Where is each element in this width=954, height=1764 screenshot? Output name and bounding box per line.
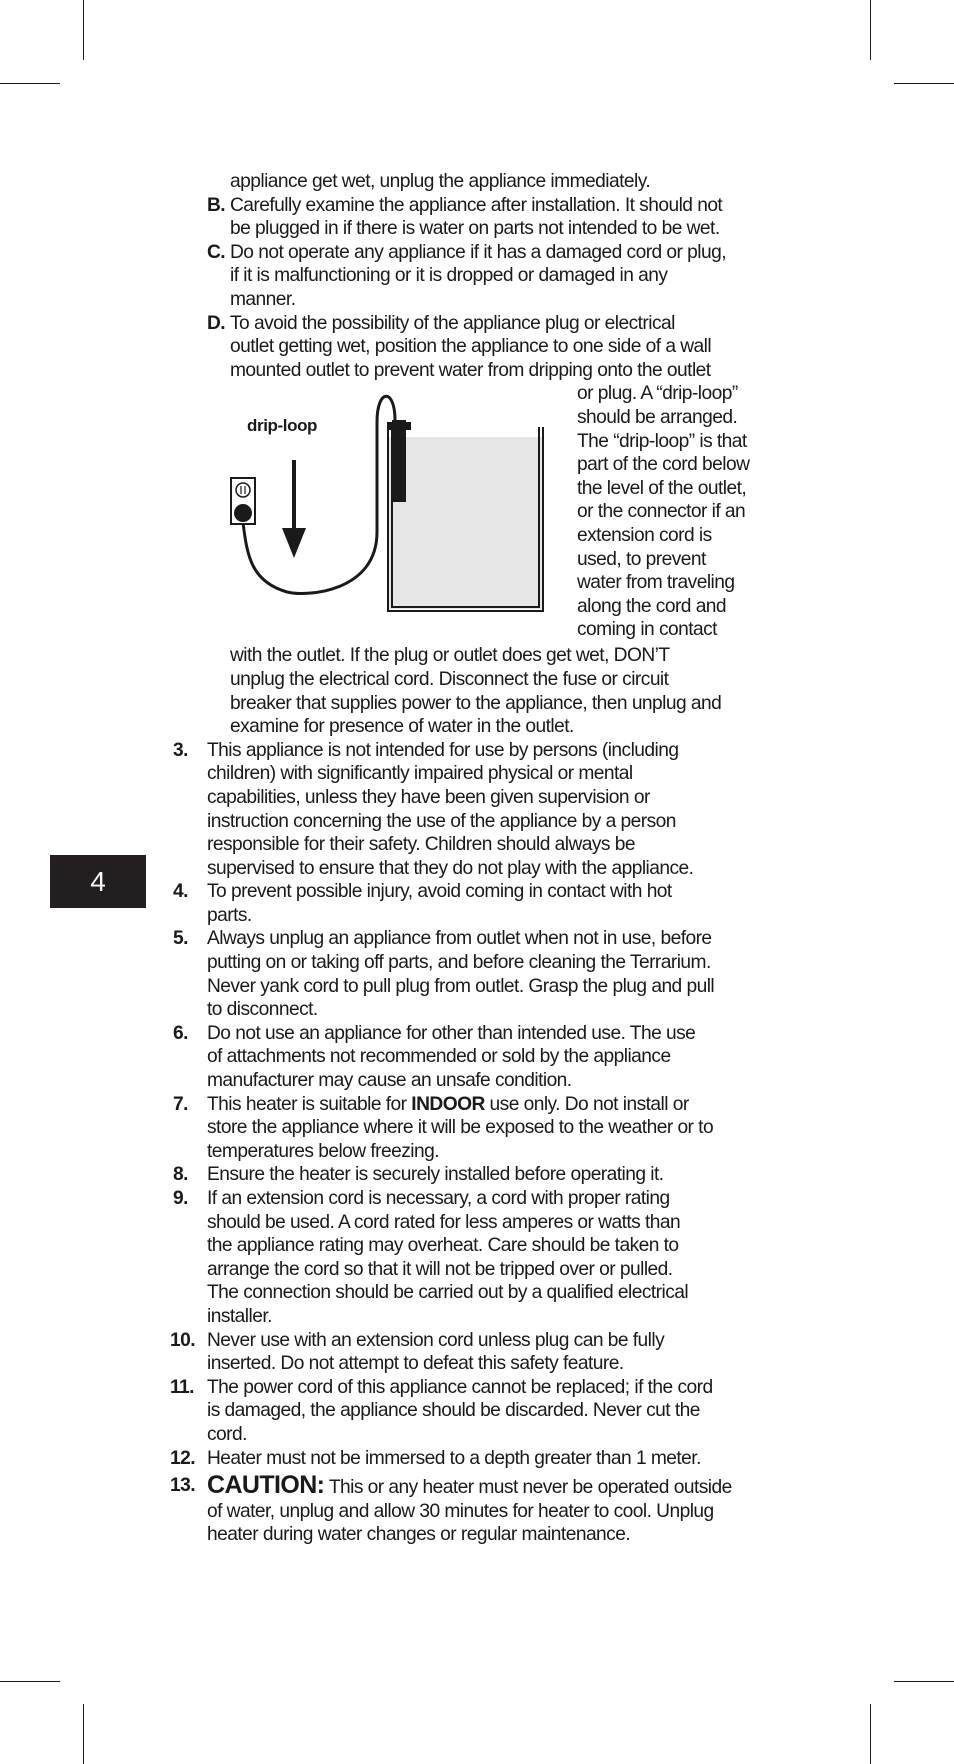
item-number: 9. xyxy=(173,1188,188,1209)
text-line: instruction concerning the use of the appliance by a person xyxy=(207,810,676,832)
text-line: or the connector if an xyxy=(577,501,746,523)
text-line: or plug. A “drip-loop” xyxy=(577,383,738,405)
arrow-head xyxy=(282,528,306,558)
crop-mark xyxy=(0,1681,60,1682)
text-line: The connection should be carried out by a qualified electrical xyxy=(207,1282,689,1304)
text-line: If an extension cord is necessary, a cord with proper rating xyxy=(207,1188,670,1209)
text-line: store the appliance where it will be exposed to the weather or to xyxy=(207,1117,714,1139)
text-line: with the outlet. If the plug or outlet does get wet, DON’T xyxy=(230,645,670,667)
list-item xyxy=(170,1022,790,1093)
text-line: breaker that supplies power to the appliance, then unplug and xyxy=(230,692,722,714)
text-line: manufacturer may cause an unsafe condition. xyxy=(207,1070,572,1092)
list-item xyxy=(170,1447,790,1471)
crop-mark xyxy=(894,1681,954,1682)
figure-side-text xyxy=(577,382,787,642)
text-line: capabilities, unless they have been given supervision or xyxy=(207,786,650,808)
item-number: 13. xyxy=(170,1475,196,1497)
text-line: of attachments not recommended or sold by the appliance xyxy=(207,1046,671,1068)
text-line: To avoid the possibility of the appliance plug or electrical xyxy=(230,312,675,334)
item-number: 3. xyxy=(173,739,188,761)
text-line: This heater is suitable for INDOOR use only. Do not install or xyxy=(207,1093,689,1115)
item-number: 4. xyxy=(173,881,188,903)
text-line: temperatures below freezing. xyxy=(207,1140,440,1162)
list-item xyxy=(170,739,790,881)
text-line: CAUTION: This or any heater must never be operated outside xyxy=(207,1471,732,1500)
text-line: to disconnect. xyxy=(207,999,318,1021)
crop-mark xyxy=(894,83,954,84)
item-number: 8. xyxy=(173,1164,188,1186)
page-number: 4 xyxy=(90,865,106,897)
sub-item-label: B. xyxy=(207,194,226,216)
text-line: The power cord of this appliance cannot be replaced; if the cord xyxy=(207,1376,713,1398)
text-line: part of the cord below xyxy=(577,454,750,476)
crop-mark xyxy=(83,1704,84,1764)
heater xyxy=(392,420,406,502)
list-item xyxy=(170,1093,790,1164)
text-line: of water, unplug and allow 30 minutes for heater to cool. Unplug xyxy=(207,1500,714,1522)
text-line: installer. xyxy=(207,1305,272,1327)
text-line: along the cord and xyxy=(577,595,727,617)
item-number: 7. xyxy=(173,1093,188,1115)
list-item xyxy=(170,1376,790,1447)
page-number-tab xyxy=(50,855,146,908)
text-line: be plugged in if there is water on parts not intended to be wet. xyxy=(230,218,720,240)
text-line: should be used. A cord rated for less amperes or watts than xyxy=(207,1211,681,1233)
text-line: children) with significantly impaired physical or mental xyxy=(207,763,633,785)
text-line: should be arranged. xyxy=(577,406,738,428)
text-line: coming in contact xyxy=(577,619,717,641)
text-line: manner. xyxy=(230,288,296,310)
text-line: Never yank cord to pull plug from outlet. Grasp the plug and pull xyxy=(207,975,715,997)
text-line: Do not use an appliance for other than intended use. The use xyxy=(207,1022,696,1044)
crop-mark xyxy=(870,1704,871,1764)
emphasis: INDOOR xyxy=(411,1093,485,1115)
continuation-line: appliance get wet, unplug the appliance immediately. xyxy=(230,171,651,192)
sub-list xyxy=(170,194,790,383)
item-number: 10. xyxy=(170,1329,196,1351)
text-line: cord. xyxy=(207,1423,247,1445)
list-item xyxy=(170,1471,790,1547)
text-line: heater during water changes or regular maintenance. xyxy=(207,1524,631,1546)
item-number: 6. xyxy=(173,1022,188,1044)
crop-mark xyxy=(870,0,871,60)
numbered-list xyxy=(170,739,790,1547)
tank-water xyxy=(388,437,542,609)
item-number: 12. xyxy=(170,1447,196,1469)
crop-mark xyxy=(0,83,60,84)
drip-loop-label: drip-loop xyxy=(247,416,318,436)
after-figure-text xyxy=(170,644,790,738)
text-line: if it is malfunctioning or it is dropped or damaged in any xyxy=(230,265,668,287)
item-number: 5. xyxy=(173,928,188,950)
text-line: supervised to ensure that they do not play with the appliance. xyxy=(207,857,694,879)
crop-mark xyxy=(83,0,84,60)
text-line: extension cord is xyxy=(577,524,712,546)
text-line: Never use with an extension cord unless plug can be fully xyxy=(207,1329,665,1351)
text-line: Carefully examine the appliance after installation. It should not xyxy=(230,194,723,216)
text-line: arrange the cord so that it will not be tripped over or pulled. xyxy=(207,1258,673,1280)
item-number: 11. xyxy=(170,1376,194,1398)
sub-item xyxy=(170,241,790,312)
text-line: is damaged, the appliance should be discarded. Never cut the xyxy=(207,1400,700,1422)
text-line: Ensure the heater is securely installed before operating it. xyxy=(207,1164,664,1186)
safety-instructions xyxy=(170,170,790,1547)
text-line: Do not operate any appliance if it has a damaged cord or plug, xyxy=(230,241,727,263)
sub-item xyxy=(170,194,790,241)
text-line: Heater must not be immersed to a depth greater than 1 meter. xyxy=(207,1447,701,1469)
list-item xyxy=(170,880,790,927)
text-line: Always unplug an appliance from outlet when not in use, before xyxy=(207,928,712,950)
text-line: mounted outlet to prevent water from dripping onto the outlet xyxy=(230,359,711,381)
text-line: water from traveling xyxy=(577,572,735,594)
plug xyxy=(234,504,252,522)
list-item xyxy=(170,927,790,1021)
text-line: parts. xyxy=(207,904,252,926)
text-line: outlet getting wet, position the appliance to one side of a wall xyxy=(230,336,712,358)
text-line: examine for presence of water in the outlet. xyxy=(230,716,574,738)
sub-item-label: C. xyxy=(207,241,226,263)
caution-label: CAUTION: xyxy=(207,1471,325,1500)
drip-loop-figure xyxy=(207,382,790,644)
text-line: The “drip-loop” is that xyxy=(577,430,747,452)
list-item xyxy=(170,1163,790,1187)
text-line: To prevent possible injury, avoid coming in contact with hot xyxy=(207,881,672,903)
text-line: the appliance rating may overheat. Care should be taken to xyxy=(207,1235,679,1257)
text-line: used, to prevent xyxy=(577,548,706,570)
sub-item xyxy=(170,312,790,383)
text-line: This appliance is not intended for use by persons (including xyxy=(207,739,679,761)
list-item xyxy=(170,1329,790,1376)
text-line: responsible for their safety. Children should always be xyxy=(207,834,636,856)
list-item xyxy=(170,1187,790,1329)
sub-item-label: D. xyxy=(207,312,226,334)
text-line: inserted. Do not attempt to defeat this safety feature. xyxy=(207,1353,624,1375)
text-line: the level of the outlet, xyxy=(577,477,747,499)
text-line: unplug the electrical cord. Disconnect the fuse or circuit xyxy=(230,668,669,690)
text-line: putting on or taking off parts, and before cleaning the Terrarium. xyxy=(207,952,711,974)
heater-clip xyxy=(387,422,411,430)
